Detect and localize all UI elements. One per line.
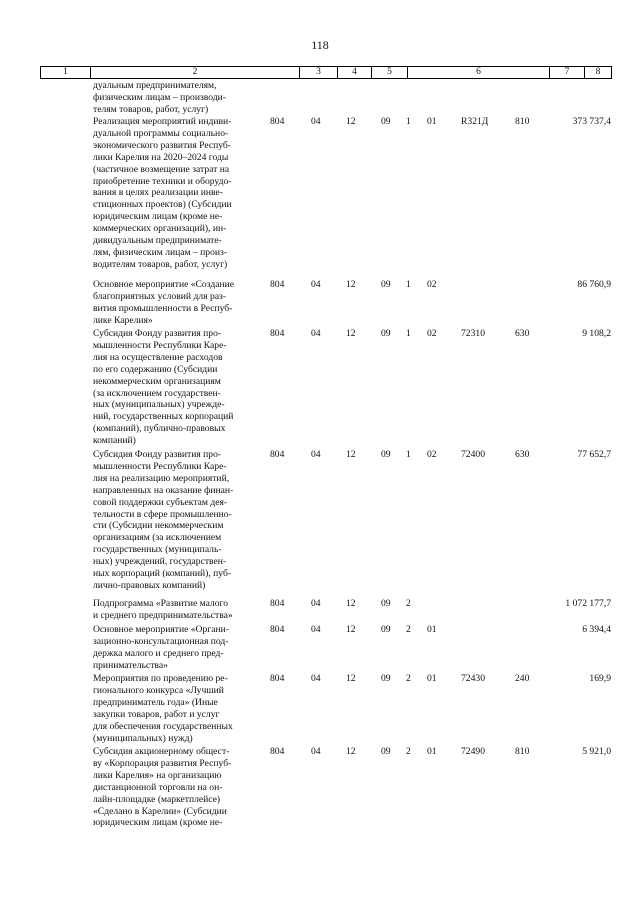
- cell-col-6b: 1: [406, 449, 411, 460]
- header-col-8: 8: [595, 67, 601, 77]
- cell-col-3: 804: [270, 449, 285, 460]
- cell-col-5: 12: [346, 279, 356, 290]
- cell-col-5: 12: [346, 328, 356, 339]
- cell-col-6a: 09: [381, 673, 391, 684]
- cell-col-8: 373 737,4: [572, 116, 611, 127]
- cell-col-4: 04: [311, 598, 321, 609]
- cell-col-7: 240: [515, 673, 530, 684]
- cell-col-3: 804: [270, 624, 285, 635]
- cell-col-3: 804: [270, 328, 285, 339]
- header-col-1: 1: [41, 67, 91, 78]
- cell-col-6a: 09: [381, 746, 391, 757]
- row-description: Реализация мероприятий индиви- дуальной программы социально- экономического развития Респуб- лики Карелия на 2020–2024 годы (частичное возмещение затрат на приобретение техники и оборудо- вания в целях реализации инве- стиционных проектов) (Субсидии юридическим лицам (кроме не- коммерческих организаций), ин- дивидуальным предпринимате- лям, физическим лицам – произ- водителям товаров, работ, услуг): [93, 116, 232, 270]
- cell-col-8: 5 921,0: [582, 746, 611, 757]
- cell-col-6a: 09: [381, 116, 391, 127]
- cell-col-5: 12: [346, 746, 356, 757]
- cell-col-8: 77 652,7: [577, 449, 611, 460]
- cell-col-4: 04: [311, 624, 321, 635]
- cell-col-6a: 09: [381, 598, 391, 609]
- cell-col-3: 804: [270, 598, 285, 609]
- row-description: Субсидия акционерному общест- ву «Корпорация развития Респуб- лики Карелия» на организацию дистанционной торговли на он- лайн-площадке (маркетплейсе) «Сделано в Карелии» (Субсидии юридическим лицам (кроме не-: [93, 746, 232, 829]
- header-col-5: 5: [372, 67, 408, 78]
- row-description: Мероприятия по проведению ре- гионального конкурса «Лучший предприниматель года» (Иные закупки товаров, работ и услуг для обеспечения государственных (муниципальных) нужд): [93, 673, 233, 744]
- cell-col-6c: 02: [427, 279, 437, 290]
- cell-col-7: 810: [515, 116, 530, 127]
- cell-col-5: 12: [346, 116, 356, 127]
- cell-col-6c: 02: [427, 449, 437, 460]
- cell-col-7: 630: [515, 449, 530, 460]
- cell-col-6b: 2: [406, 673, 411, 684]
- cell-col-5: 12: [346, 673, 356, 684]
- cell-col-6b: 1: [406, 328, 411, 339]
- page-number: 118: [311, 38, 329, 52]
- cell-col-6d: R321Д: [461, 116, 489, 127]
- cell-col-6b: 2: [406, 598, 411, 609]
- cell-col-4: 04: [311, 116, 321, 127]
- cell-col-6d: 72310: [461, 328, 485, 339]
- cell-col-8: 9 108,2: [582, 328, 611, 339]
- header-col-7: 7: [550, 67, 585, 78]
- row-description: Основное мероприятие «Органи- зационно-консультационная под- держка малого и среднего пред- принимательства»: [93, 624, 229, 671]
- cell-col-8: 6 394,4: [582, 624, 611, 635]
- cell-col-6a: 09: [381, 449, 391, 460]
- cell-col-6c: 01: [427, 624, 437, 635]
- cell-col-3: 804: [270, 279, 285, 290]
- row-description: Субсидия Фонду развития про- мышленности Республики Каре- лия на реализацию мероприятий, направленных на оказание финан- совой поддержки субъектам дея- тельности в сфере промышленно- сти (Субсидии некоммерческим организациям (за исключением государственных (муниципаль- ных) учреждений, государствен- ных корпораций (компаний), пуб- лично-правовых компаний): [93, 449, 234, 591]
- cell-col-5: 12: [346, 624, 356, 635]
- cell-col-6b: 2: [406, 746, 411, 757]
- cell-col-5: 12: [346, 598, 356, 609]
- cell-col-7: 810: [515, 746, 530, 757]
- cell-col-3: 804: [270, 673, 285, 684]
- cell-col-6c: 01: [427, 116, 437, 127]
- row-description: Субсидия Фонду развития про- мышленности Республики Каре- лия на осуществление расходов по его содержанию (Субсидии некоммерческим организациям (за исключением государствен- ных (муниципальных) учрежде- ний, государственных корпораций (компаний), публично-правовых компаний): [93, 328, 234, 447]
- cell-col-6b: 1: [406, 116, 411, 127]
- cell-col-4: 04: [311, 673, 321, 684]
- cell-col-6b: 2: [406, 624, 411, 635]
- header-col-4: 4: [338, 67, 372, 78]
- cell-col-6d: 72400: [461, 449, 485, 460]
- cell-col-4: 04: [311, 328, 321, 339]
- cell-col-6c: 01: [427, 746, 437, 757]
- header-col-3: 3: [300, 67, 338, 78]
- cell-col-6b: 1: [406, 279, 411, 290]
- cell-col-8: 169,9: [589, 673, 611, 684]
- cell-col-4: 04: [311, 279, 321, 290]
- row-description: дуальным предпринимателям, физическим лицам – производи- телям товаров, работ, услуг): [93, 80, 226, 115]
- cell-col-7: 630: [515, 328, 530, 339]
- cell-col-6a: 09: [381, 279, 391, 290]
- cell-col-4: 04: [311, 746, 321, 757]
- cell-col-6c: 02: [427, 328, 437, 339]
- cell-col-6d: 72490: [461, 746, 485, 757]
- cell-col-6d: 72430: [461, 673, 485, 684]
- row-description: Основное мероприятие «Создание благоприятных условий для раз- вития промышленности в Респуб- лике Карелия»: [93, 279, 235, 326]
- cell-col-8: 86 760,9: [577, 279, 611, 290]
- cell-col-4: 04: [311, 449, 321, 460]
- header-col-6: 6: [408, 67, 550, 78]
- cell-col-3: 804: [270, 116, 285, 127]
- table-header: [40, 66, 612, 79]
- cell-col-3: 804: [270, 746, 285, 757]
- cell-col-6c: 01: [427, 673, 437, 684]
- cell-col-6a: 09: [381, 624, 391, 635]
- cell-col-5: 12: [346, 449, 356, 460]
- cell-col-6a: 09: [381, 328, 391, 339]
- cell-col-8: 1 072 177,7: [565, 598, 611, 609]
- header-col-2: 2: [91, 67, 300, 78]
- row-description: Подпрограмма «Развитие малого и среднего предпринимательства»: [93, 598, 233, 621]
